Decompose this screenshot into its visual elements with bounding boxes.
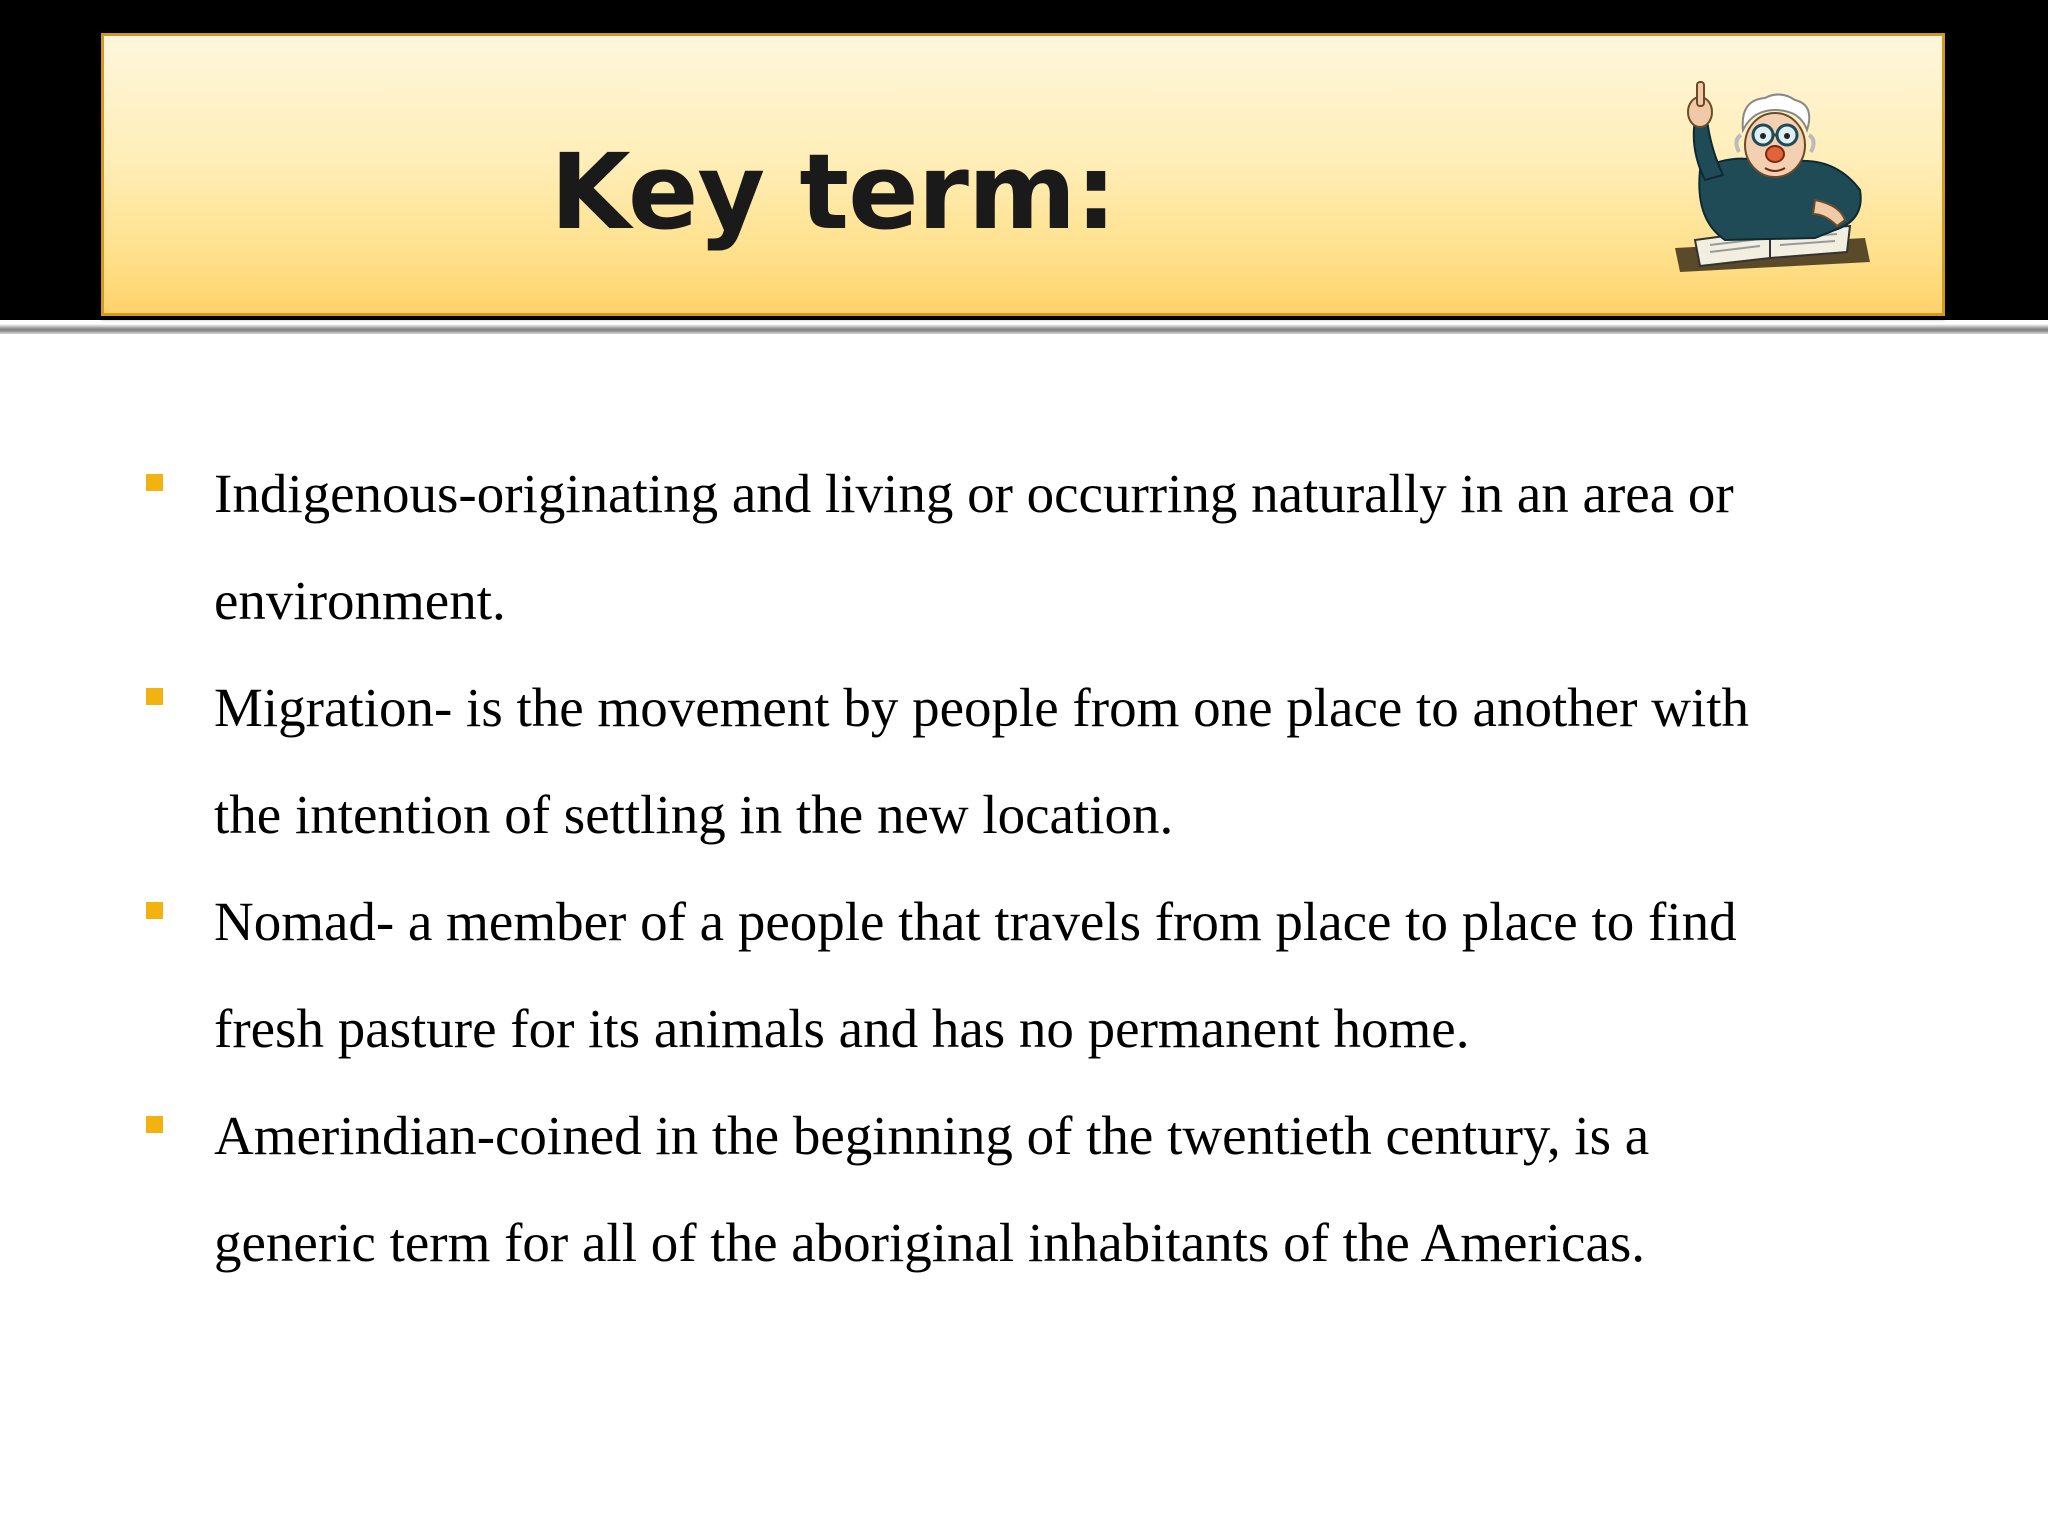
professor-reading-book-icon [1665, 80, 1875, 280]
bullet-line: generic term for all of the aboriginal inhabitants of the Americas. [214, 1212, 1646, 1273]
bullet-line: Indigenous-originating and living or occurring naturally in an area or [214, 463, 1734, 524]
bullet-line: fresh pasture for its animals and has no permanent home. [214, 998, 1470, 1059]
bullet-line: the intention of settling in the new location. [214, 784, 1174, 845]
square-bullet-icon [146, 1116, 163, 1133]
square-bullet-icon [146, 688, 163, 705]
bullet-list [140, 440, 1910, 1296]
bullet-text [214, 654, 1910, 868]
bullet-line: environment. [214, 570, 506, 631]
bullet-text [214, 1082, 1910, 1296]
list-item [140, 1082, 1910, 1296]
square-bullet-icon [146, 474, 163, 491]
bullet-line: Nomad- a member of a people that travels from place to place to find [214, 891, 1737, 952]
bullet-text [214, 868, 1910, 1082]
list-item [140, 654, 1910, 868]
header-divider [0, 324, 2048, 334]
square-bullet-icon [146, 902, 163, 919]
slide-title: Key term: [550, 131, 1116, 253]
list-item [140, 868, 1910, 1082]
bullet-line: Amerindian-coined in the beginning of the twentieth century, is a [214, 1105, 1650, 1166]
bullet-line: Migration- is the movement by people from one place to another with [214, 677, 1750, 738]
list-item [140, 440, 1910, 654]
bullet-text [214, 440, 1910, 654]
